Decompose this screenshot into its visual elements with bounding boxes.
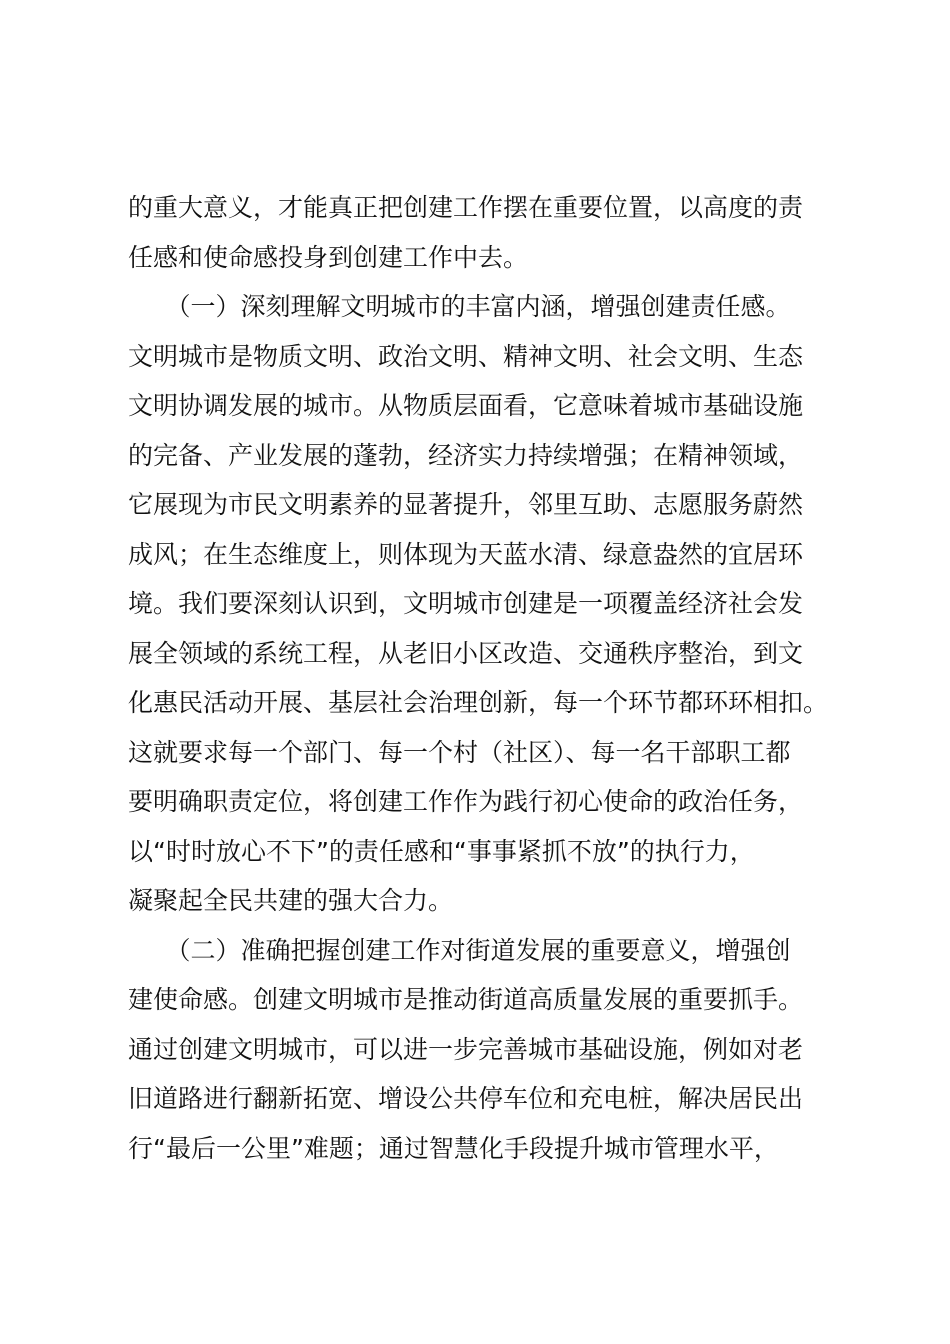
text-line: 行“最后一公里”难题；通过智慧化手段提升城市管理水平，: [128, 1133, 779, 1163]
text-line: 这就要求每一个部门、每一个村（社区）、每一名干部职工都: [128, 737, 791, 767]
text-line: 旧道路进行翻新拓宽、增设公共停车位和充电桩，解决居民出: [128, 1084, 804, 1113]
text-line: 凝聚起全民共建的强大合力。: [128, 886, 454, 915]
text-line: （二）准确把握创建工作对街道发展的重要意义，增强创: [128, 935, 791, 965]
text-line: 展全领域的系统工程，从老旧小区改造、交通秩序整治，到文: [128, 638, 804, 668]
text-line: 要明确职责定位，将创建工作作为践行初心使命的政治任务，: [128, 787, 804, 816]
text-line: 文明城市是物质文明、政治文明、精神文明、社会文明、生态: [128, 341, 804, 371]
text-line: 的重大意义，才能真正把创建工作摆在重要位置，以高度的责: [128, 193, 804, 222]
text-line: （一）深刻理解文明城市的丰富内涵，增强创建责任感。: [128, 292, 791, 321]
text-line: 建使命感。创建文明城市是推动街道高质量发展的重要抓手。: [128, 985, 804, 1014]
text-line: 它展现为市民文明素养的显著提升，邻里互助、志愿服务蔚然: [128, 490, 804, 519]
text-line: 的完备、产业发展的蓬勃，经济实力持续增强；在精神领域，: [128, 440, 804, 470]
text-line: 以“时时放心不下”的责任感和“事事紧抓不放”的执行力，: [128, 836, 755, 866]
text-line: 成风；在生态维度上，则体现为天蓝水清、绿意盎然的宜居环: [128, 539, 804, 569]
text-line: 境。我们要深刻认识到，文明城市创建是一项覆盖经济社会发: [128, 589, 804, 618]
text-line: 化惠民活动开展、基层社会治理创新，每一个环节都环环相扣。: [128, 688, 829, 717]
text-line: 任感和使命感投身到创建工作中去。: [128, 242, 529, 272]
text-line: 文明协调发展的城市。从物质层面看，它意味着城市基础设施: [128, 391, 804, 420]
document-body: [128, 183, 838, 1173]
text-line: 通过创建文明城市，可以进一步完善城市基础设施，例如对老: [128, 1034, 804, 1064]
